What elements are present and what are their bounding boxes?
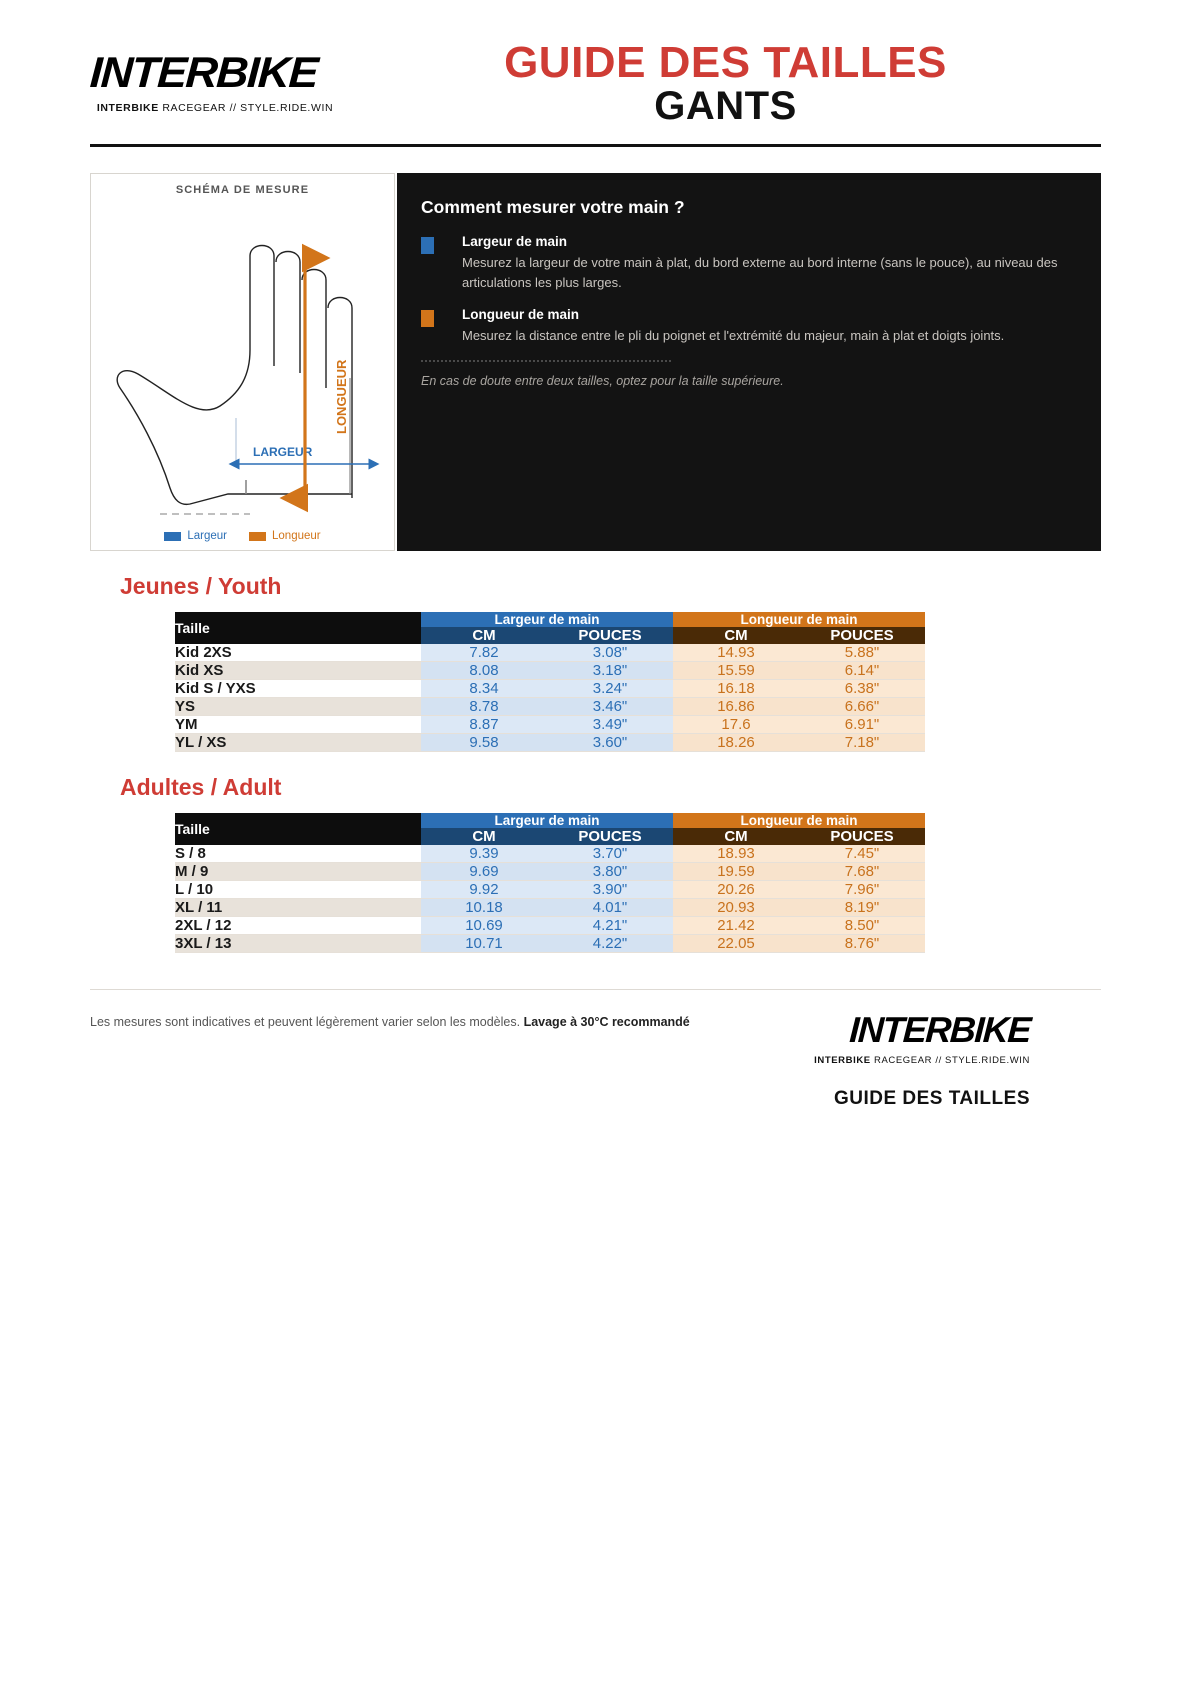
cell-size: YL / XS — [175, 734, 421, 752]
cell-length-cm: 18.26 — [673, 734, 799, 752]
table-row — [175, 734, 925, 752]
cell-width-in: 3.49" — [547, 716, 673, 734]
cell-width-cm: 10.71 — [421, 935, 547, 953]
cell-length-in: 7.96" — [799, 881, 925, 899]
brand-logo — [90, 40, 390, 114]
cell-length-in: 7.18" — [799, 734, 925, 752]
th-length-inches: POUCES — [799, 627, 925, 644]
adult-section-title: Adultes / Adult — [120, 774, 282, 800]
cell-length-in: 8.50" — [799, 917, 925, 935]
cell-width-in: 3.60" — [547, 734, 673, 752]
youth-section-title: Jeunes / Youth — [120, 573, 282, 599]
cell-length-cm: 20.93 — [673, 899, 799, 917]
how-to-measure-panel — [397, 173, 1101, 551]
header-divider — [90, 144, 1101, 147]
footer-logo-wordmark: INTERBIKE — [848, 1009, 1032, 1050]
cell-width-cm: 9.92 — [421, 881, 547, 899]
cell-width-in: 4.22" — [547, 935, 673, 953]
brand-logo-tagline — [90, 102, 340, 114]
info-section — [90, 173, 1101, 551]
cell-width-in: 3.90" — [547, 881, 673, 899]
diagram-legend — [97, 530, 388, 542]
youth-size-table — [175, 612, 925, 752]
cell-width-cm: 8.87 — [421, 716, 547, 734]
footer-tagline-rest: RACEGEAR // STYLE.RIDE.WIN — [873, 1055, 1030, 1066]
diagram-label-largeur: LARGEUR — [252, 445, 312, 459]
cell-length-cm: 17.6 — [673, 716, 799, 734]
footer-guide-label: GUIDE DES TAILLES — [833, 1088, 1030, 1109]
table-row — [175, 680, 925, 698]
page-footer — [90, 1009, 1101, 1110]
cell-width-cm: 10.18 — [421, 899, 547, 917]
cell-length-cm: 21.42 — [673, 917, 799, 935]
length-badge-icon — [421, 310, 434, 327]
cell-size: Kid 2XS — [175, 644, 421, 662]
how-to-item-width — [421, 234, 1069, 293]
footer-divider — [90, 989, 1101, 990]
cell-width-cm: 10.69 — [421, 917, 547, 935]
table-row — [175, 716, 925, 734]
th-width-inches: POUCES — [547, 627, 673, 644]
table-row — [175, 917, 925, 935]
cell-length-in: 7.45" — [799, 845, 925, 863]
table-header-group-row — [175, 612, 925, 627]
measurement-diagram-card — [90, 173, 395, 551]
cell-length-cm: 22.05 — [673, 935, 799, 953]
diagram-label-longueur: LONGUEUR — [333, 359, 349, 434]
footer-note-plain: Les mesures sont indicatives et peuvent légèrement varier selon les modèles. — [90, 1015, 524, 1029]
cell-width-cm: 9.58 — [421, 734, 547, 752]
footer-tagline-bold: INTERBIKE — [814, 1055, 871, 1066]
th-width-inches: POUCES — [547, 828, 673, 845]
cell-size: S / 8 — [175, 845, 421, 863]
table-row — [175, 845, 925, 863]
how-to-term-width: Largeur de main — [462, 234, 568, 249]
how-to-divider — [421, 360, 671, 362]
page-title: GUIDE DES TAILLES — [504, 38, 947, 87]
cell-length-in: 8.19" — [799, 899, 925, 917]
how-to-desc-width: Mesurez la largeur de votre main à plat, du bord externe au bord interne (sans le pouce), au niveau des articulations les plus larges. — [462, 255, 1058, 291]
cell-length-cm: 16.86 — [673, 698, 799, 716]
legend-label-longueur: Longueur — [272, 530, 321, 542]
cell-length-in: 5.88" — [799, 644, 925, 662]
th-width-group: Largeur de main — [421, 813, 673, 828]
how-to-term-length: Longueur de main — [462, 307, 580, 323]
how-to-item-length — [421, 307, 1069, 346]
cell-size: YS — [175, 698, 421, 716]
cell-length-cm: 14.93 — [673, 644, 799, 662]
footer-note-bold: Lavage à 30°C recommandé — [523, 1015, 690, 1029]
page-subtitle: GANTS — [654, 84, 797, 129]
how-to-note: En cas de doute entre deux tailles, optez pour la taille supérieure. — [421, 374, 784, 389]
diagram-title: SCHÉMA DE MESURE — [175, 184, 310, 196]
cell-length-cm: 20.26 — [673, 881, 799, 899]
th-taille: Taille — [175, 612, 421, 644]
th-length-cm: CM — [673, 828, 799, 845]
page-header — [0, 0, 1191, 130]
cell-length-cm: 18.93 — [673, 845, 799, 863]
th-length-inches: POUCES — [799, 828, 925, 845]
cell-size: 2XL / 12 — [175, 917, 421, 935]
th-length-group: Longueur de main — [673, 813, 925, 828]
cell-width-in: 3.46" — [547, 698, 673, 716]
cell-length-in: 6.66" — [799, 698, 925, 716]
legend-label-largeur: Largeur — [187, 530, 228, 542]
footer-note — [90, 1012, 730, 1033]
cell-width-in: 3.70" — [547, 845, 673, 863]
brand-tagline-rest: RACEGEAR // STYLE.RIDE.WIN — [162, 102, 334, 114]
youth-section — [90, 573, 1101, 752]
hand-diagram-icon — [98, 198, 388, 528]
cell-width-in: 3.08" — [547, 644, 673, 662]
legend-item-largeur — [164, 530, 227, 542]
cell-size: Kid S / YXS — [175, 680, 421, 698]
cell-width-in: 4.21" — [547, 917, 673, 935]
cell-size: M / 9 — [175, 863, 421, 881]
cell-length-in: 6.38" — [799, 680, 925, 698]
table-row — [175, 899, 925, 917]
how-to-desc-length: Mesurez la distance entre le pli du poignet et l'extrémité du majeur, main à plat et doigts joints. — [462, 328, 1005, 344]
cell-length-in: 8.76" — [799, 935, 925, 953]
table-header-group-row — [175, 813, 925, 828]
th-width-cm: CM — [421, 828, 547, 845]
th-taille: Taille — [175, 813, 421, 845]
adult-section — [90, 774, 1101, 953]
brand-logo-wordmark: INTERBIKE — [88, 49, 319, 97]
legend-swatch-blue — [164, 532, 181, 541]
cell-width-cm: 9.69 — [421, 863, 547, 881]
cell-width-in: 3.18" — [547, 662, 673, 680]
cell-size: 3XL / 13 — [175, 935, 421, 953]
cell-width-cm: 8.78 — [421, 698, 547, 716]
table-row — [175, 662, 925, 680]
cell-width-cm: 9.39 — [421, 845, 547, 863]
table-row — [175, 935, 925, 953]
cell-size: YM — [175, 716, 421, 734]
cell-length-cm: 19.59 — [673, 863, 799, 881]
how-to-heading: Comment mesurer votre main ? — [421, 197, 685, 217]
cell-size: L / 10 — [175, 881, 421, 899]
cell-size: XL / 11 — [175, 899, 421, 917]
footer-logo-tagline — [730, 1055, 1030, 1066]
table-row — [175, 698, 925, 716]
brand-tagline-bold: INTERBIKE — [96, 102, 159, 114]
table-row — [175, 644, 925, 662]
page-title-block — [390, 40, 1101, 127]
th-length-cm: CM — [673, 627, 799, 644]
footer-brand-logo — [730, 1009, 1032, 1110]
cell-length-cm: 16.18 — [673, 680, 799, 698]
cell-width-in: 4.01" — [547, 899, 673, 917]
adult-size-table — [175, 813, 925, 953]
width-badge-icon — [421, 237, 434, 254]
table-row — [175, 881, 925, 899]
cell-width-in: 3.24" — [547, 680, 673, 698]
th-width-group: Largeur de main — [421, 612, 673, 627]
cell-length-in: 6.91" — [799, 716, 925, 734]
cell-size: Kid XS — [175, 662, 421, 680]
cell-width-cm: 7.82 — [421, 644, 547, 662]
cell-width-cm: 8.34 — [421, 680, 547, 698]
cell-length-cm: 15.59 — [673, 662, 799, 680]
cell-length-in: 6.14" — [799, 662, 925, 680]
legend-swatch-orange — [249, 532, 266, 541]
cell-width-in: 3.80" — [547, 863, 673, 881]
th-length-group: Longueur de main — [673, 612, 925, 627]
th-width-cm: CM — [421, 627, 547, 644]
cell-width-cm: 8.08 — [421, 662, 547, 680]
cell-length-in: 7.68" — [799, 863, 925, 881]
table-row — [175, 863, 925, 881]
legend-item-longueur — [249, 530, 321, 542]
